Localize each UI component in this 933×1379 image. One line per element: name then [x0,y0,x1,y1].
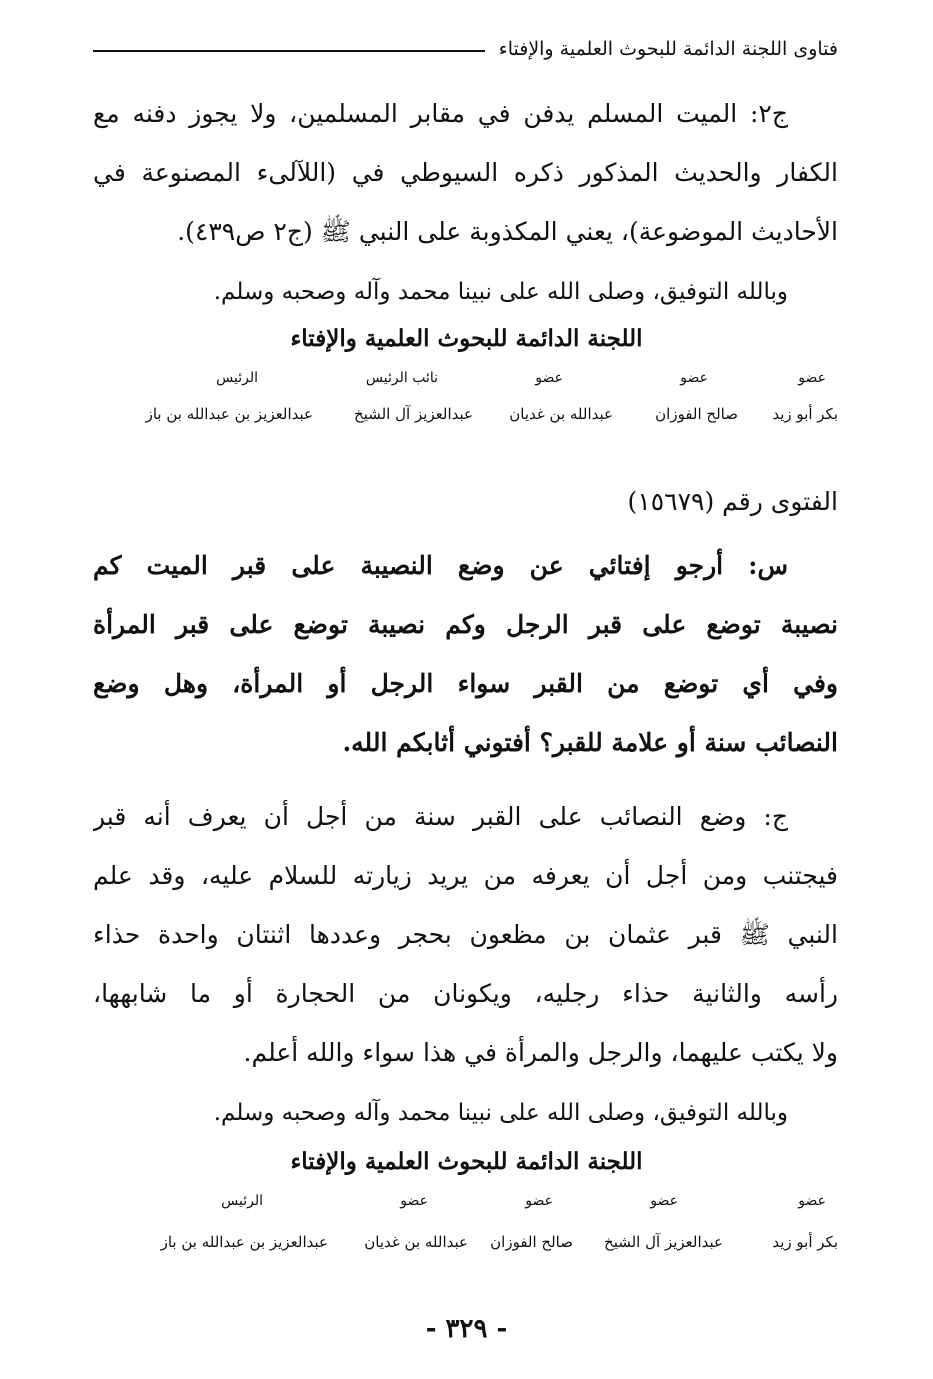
committee-1-role-2: عضو [680,370,708,386]
answer-line-1: ج: وضع النصائب على القبر سنة من أجل أن يعرف أنه قبر [93,802,788,831]
committee-2-role-3: عضو [525,1193,553,1209]
prev-answer-line-2: الكفار والحديث المذكور ذكره السيوطي في (اللآلىء المصنوعة في [93,158,838,187]
committee-1-role-4: نائب الرئيس [365,370,438,386]
committee-2-member-3: صالح الفوزان [490,1233,573,1251]
committee-2-member-2: عبدالعزيز آل الشيخ [604,1233,723,1251]
answer-line-3: النبي ﷺ قبر عثمان بن مظعون بحجر وعددها اثنتان واحدة حذاء [93,920,838,949]
prev-answer-line-1: ج٢: الميت المسلم يدفن في مقابر المسلمين، ولا يجوز دفنه مع [93,99,788,128]
committee-1-member-3: عبدالله بن غديان [509,405,613,423]
header-title: فتاوى اللجنة الدائمة للبحوث العلمية والإفتاء [498,38,838,60]
answer-line-4: رأسه والثانية حذاء رجليه، ويكونان من الحجارة أو ما شابهها، [93,979,838,1008]
committee-1-member-5: عبدالعزيز بن عبدالله بن باز [145,405,313,423]
committee-1-roles [93,370,838,392]
question-line-4: النصائب سنة أو علامة للقبر؟ أفتوني أثابكم الله. [342,728,838,757]
committee-2-members [93,1233,838,1255]
committee-2-roles [93,1193,838,1215]
committee-1-member-1: بكر أبو زيد [772,405,838,423]
committee-2-member-1: بكر أبو زيد [772,1233,838,1251]
question-line-1: س: أرجو إفتائي عن وضع النصيبة على قبر الميت كم [93,551,788,580]
running-header [93,34,838,64]
committee-1-role-3: عضو [535,370,563,386]
question-line-2: نصيبة توضع على قبر الرجل وكم نصيبة توضع على قبر المرأة [93,610,838,639]
committee-2-role-2: عضو [650,1193,678,1209]
question-line-3: وفي أي توضع من القبر سواء الرجل أو المرأة، وهل وضع [93,669,838,698]
committee-1-role-1: عضو [798,370,826,386]
closing-line-2: وبالله التوفيق، وصلى الله على نبينا محمد وآله وصحبه وسلم. [213,1100,788,1126]
closing-line-1: وبالله التوفيق، وصلى الله على نبينا محمد وآله وصحبه وسلم. [213,279,788,305]
committee-2-member-4: عبدالله بن غديان [364,1233,468,1251]
fatwa-number: الفتوى رقم (١٥٦٧٩) [627,487,838,516]
committee-1-role-5: الرئيس [216,370,258,386]
prev-answer-line-3: الأحاديث الموضوعة)، يعني المكذوبة على النبي ﷺ (ج٢ ص٤٣٩). [177,217,838,246]
committee-2-member-5: عبدالعزيز بن عبدالله بن باز [160,1233,328,1251]
header-rule [93,50,485,52]
committee-1-member-2: صالح الفوزان [655,405,738,423]
committee-1-members [93,405,838,427]
answer-line-2: فيجتنب ومن أجل أن يعرفه من يريد زيارته للسلام عليه، وقد علم [93,861,838,890]
committee-2-role-1: عضو [798,1193,826,1209]
answer-line-5: ولا يكتب عليهما، والرجل والمرأة في هذا سواء والله أعلم. [243,1038,838,1067]
committee-name-1: اللجنة الدائمة للبحوث العلمية والإفتاء [290,325,643,352]
committee-2-role-5: الرئيس [221,1193,263,1209]
page-number: - ٣٢٩ - [425,1314,508,1344]
committee-name-2: اللجنة الدائمة للبحوث العلمية والإفتاء [290,1148,643,1175]
committee-2-role-4: عضو [400,1193,428,1209]
committee-1-member-4: عبدالعزيز آل الشيخ [354,405,473,423]
